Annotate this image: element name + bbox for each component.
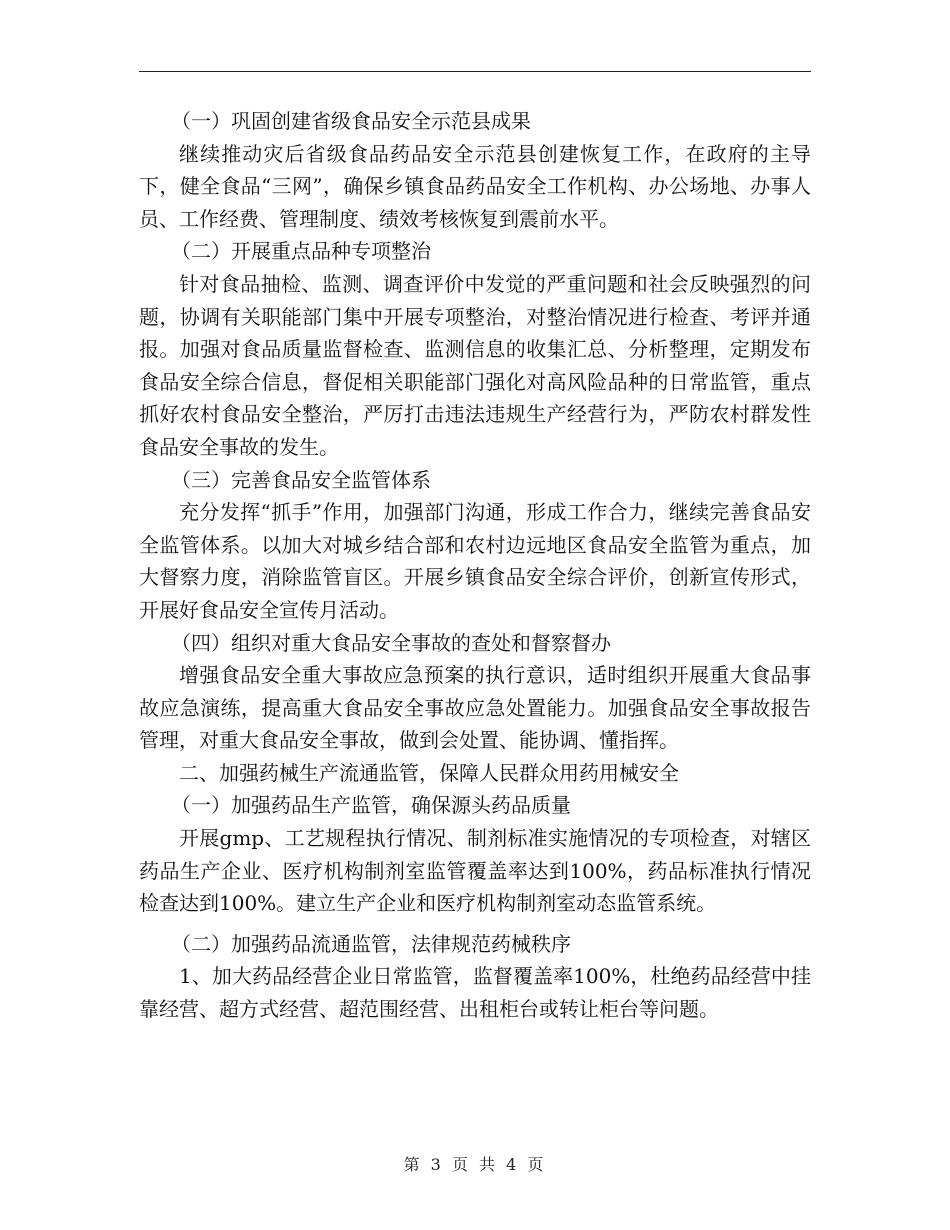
page-number: 第 3 页 共 4 页 [403,1155,547,1174]
paragraph-2: 针对食品抽检、监测、调查评价中发觉的严重问题和社会反映强烈的问题，协调有关职能部门集中开展专项整治，对整治情况进行检查、考评并通报。加强对食品质量监督检查、监测信息的收集汇总、分析整理，定期发布食品安全综合信息，督促相关职能部门强化对高风险品种的日常监管，重点抓好农村食品安全整治，严厉打击违法违规生产经营行为，严防农村群发性食品安全事故的发生。 [139,271,811,459]
paragraph-3: 充分发挥“抓手”作用，加强部门沟通，形成工作合力，继续完善食品安全监管体系。以加大对城乡结合部和农村边远地区食品安全监管为重点，加大督察力度，消除监管盲区。开展乡镇食品安全综合评价，创新宣传形式，开展好食品安全宣传月活动。 [139,500,811,622]
paragraph-5: 开展gmp、工艺规程执行情况、制剂标准实施情况的专项检查，对辖区药品生产企业、医疗机构制剂室监管覆盖率达到100%，药品标准执行情况检查达到100%。建立生产企业和医疗机构制剂室动态监管系统。 [139,826,811,916]
section-heading-1: （一）巩固创建省级食品安全示范县成果 [171,109,531,133]
section-heading-3: （三）完善食品安全监管体系 [171,467,431,492]
section-heading-4: （四）组织对重大食品安全事故的查处和督察督办 [171,630,611,655]
paragraph-4: 增强食品安全重大事故应急预案的执行意识，适时组织开展重大食品事故应急演练，提高重大食品安全事故应急处置能力。加强食品安全事故报告管理，对重大食品安全事故，做到会处置、能协调、懂指挥。 [139,663,811,753]
chapter-heading-2: 二、加强药械生产流通监管，保障人民群众用药用械安全 [179,760,679,785]
section-heading-2: （二）开展重点品种专项整治 [171,239,431,264]
document-body [139,105,811,1026]
header-rule [139,71,811,72]
paragraph-6: 1、加大药品经营企业日常监管，监督覆盖率100%，杜绝药品经营中挂靠经营、超方式经营、超范围经营、出租柜台或转让柜台等问题。 [139,964,811,1022]
paragraph-1: 继续推动灾后省级食品药品安全示范县创建恢复工作，在政府的主导下，健全食品“三网”，确保乡镇食品药品安全工作机构、办公场地、办事人员、工作经费、管理制度、绩效考核恢复到震前水平。 [139,141,811,231]
section-heading-5: （一）加强药品生产监管，确保源头药品质量 [171,793,571,818]
section-heading-6: （二）加强药品流通监管，法律规范药械秩序 [171,931,571,956]
